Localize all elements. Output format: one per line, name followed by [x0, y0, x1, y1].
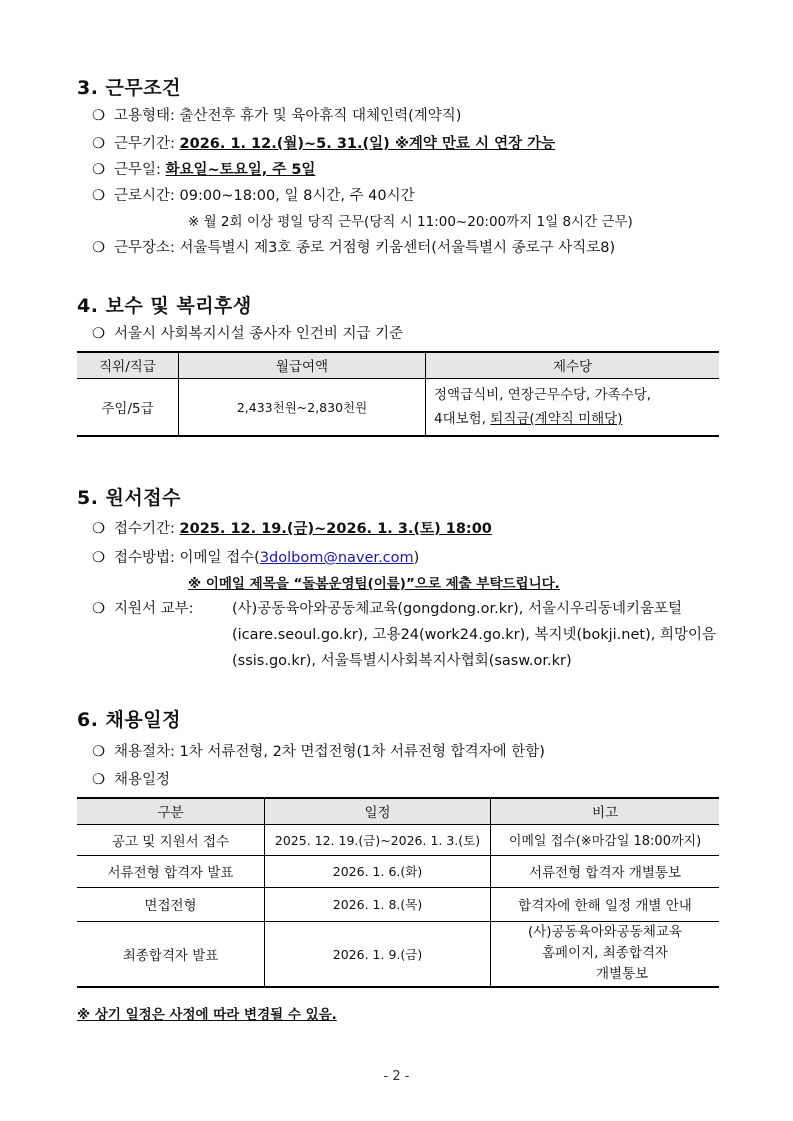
salary-table-header	[77, 352, 719, 378]
forms-line-1: (사)공동육아와공동체교육(gongdong.or.kr), 서울시우리동네키움포털	[232, 601, 683, 617]
procedure-text: 채용절차: 1차 서류전형, 2차 면접전형(1차 서류전형 합격자에 한함)	[114, 744, 545, 760]
email-subject-note: ※ 이메일 제목을 “돌봄운영팀(이름)”으로 제출 부탁드립니다.	[188, 576, 560, 592]
application-method-line	[92, 546, 419, 567]
period-value: 2026. 1. 12.(월)~5. 31.(일) ※계약 만료 시 연장 가능	[179, 136, 556, 152]
cell-date: 2026. 1. 8.(목)	[265, 887, 491, 921]
section-3-title: 3. 근무조건	[77, 77, 181, 99]
application-period-label: 접수기간:	[114, 521, 175, 537]
cell-date: 2025. 12. 19.(금)~2026. 1. 3.(토)	[265, 824, 491, 855]
cell-date: 2026. 1. 6.(화)	[265, 855, 491, 887]
allowance-line-1: 정액급식비, 연장근무수당, 가족수당,	[434, 386, 652, 403]
allowance-severance: 퇴직금(계약직 미해당)	[490, 410, 623, 427]
salary-basis-line	[92, 322, 403, 343]
schedule-table-header	[77, 798, 719, 824]
table-row	[77, 378, 719, 436]
cell-date: 2026. 1. 9.(금)	[265, 921, 491, 987]
hours-value: 09:00~18:00, 일 8시간, 주 40시간	[179, 188, 415, 204]
forms-line-3: (ssis.go.kr), 서울특별시사회복지사협회(sasw.or.kr)	[232, 653, 572, 669]
cell-category: 서류전형 합격자 발표	[77, 855, 265, 887]
header-note: 비고	[491, 798, 720, 824]
section-4-title: 4. 보수 및 복리후생	[77, 295, 252, 317]
period-label: 근무기간:	[114, 136, 175, 152]
bullet-icon: ❍	[92, 550, 105, 566]
bullet-icon: ❍	[92, 601, 105, 617]
header-position: 직위/직급	[77, 352, 179, 378]
section-6-title: 6. 채용일정	[77, 709, 181, 731]
application-method-label: 접수방법: 이메일 접수(	[114, 550, 260, 566]
final-note-line-3: 개별통보	[596, 966, 649, 983]
header-allowance: 제수당	[426, 352, 720, 378]
salary-table	[77, 351, 719, 437]
forms-label: 지원서 교부:	[114, 601, 194, 617]
bullet-icon: ❍	[92, 162, 105, 178]
cell-note	[491, 921, 720, 987]
salary-basis: 서울시 사회복지시설 종사자 인건비 지급 기준	[114, 326, 404, 342]
cell-allowance	[426, 378, 720, 436]
bullet-icon: ❍	[92, 108, 105, 124]
hours-note: ※ 월 2회 이상 평일 당직 근무(당직 시 11:00~20:00까지 1일 8시간 근무)	[188, 214, 633, 230]
header-salary: 월급여액	[179, 352, 426, 378]
cell-category: 면접전형	[77, 887, 265, 921]
email-link[interactable]: 3dolbom@naver.com	[259, 550, 414, 566]
work-place-line	[92, 236, 615, 257]
header-category: 구분	[77, 798, 265, 824]
application-period-value: 2025. 12. 19.(금)~2026. 1. 3.(토) 18:00	[179, 521, 492, 537]
employment-label: 고용형태:	[114, 108, 175, 124]
section-5-title: 5. 원서접수	[77, 487, 181, 509]
table-row	[77, 855, 719, 887]
bullet-icon: ❍	[92, 136, 105, 152]
employment-type-line	[92, 104, 461, 125]
employment-value: 출산전후 휴가 및 육아휴직 대체인력(계약직)	[179, 108, 462, 124]
page-number: - 2 -	[383, 1069, 410, 1084]
final-note-line-2: 홈페이지, 최종합격자	[542, 945, 668, 962]
bullet-icon: ❍	[92, 188, 105, 204]
place-value: 서울특별시 제3호 종로 거점형 키움센터(서울특별시 종로구 사직로8)	[179, 240, 616, 256]
table-row	[77, 887, 719, 921]
final-note-line-1: (사)공동육아와공동체교육	[528, 924, 682, 941]
work-period-line	[92, 132, 555, 153]
bullet-icon: ❍	[92, 326, 105, 342]
cell-note: 이메일 접수(※마감일 18:00까지)	[491, 824, 720, 855]
allowance-insurance: 4대보험,	[434, 410, 491, 427]
schedule-label-line	[92, 768, 170, 789]
place-label: 근무장소:	[114, 240, 175, 256]
cell-salary: 2,433천원~2,830천원	[179, 378, 426, 436]
schedule-table	[77, 797, 719, 988]
bullet-icon: ❍	[92, 772, 105, 788]
table-row	[77, 921, 719, 987]
work-hours-line	[92, 184, 415, 205]
application-method-close: )	[413, 550, 420, 566]
application-forms-label-line	[92, 597, 194, 618]
forms-line-2: (icare.seoul.go.kr), 고용24(work24.go.kr), 복지넷(bokji.net), 희망이음	[232, 627, 717, 643]
schedule-label: 채용일정	[114, 772, 171, 788]
bullet-icon: ❍	[92, 744, 105, 760]
application-period-line	[92, 517, 492, 538]
days-label: 근무일:	[114, 162, 161, 178]
work-days-line	[92, 158, 315, 179]
cell-category: 최종합격자 발표	[77, 921, 265, 987]
bullet-icon: ❍	[92, 521, 105, 537]
cell-note: 서류전형 합격자 개별통보	[491, 855, 720, 887]
cell-position: 주임/5급	[77, 378, 179, 436]
hours-label: 근로시간:	[114, 188, 175, 204]
days-value: 화요일~토요일, 주 5일	[165, 162, 316, 178]
procedure-line	[92, 740, 545, 761]
header-date: 일정	[265, 798, 491, 824]
allowance-line-2	[434, 407, 719, 431]
bullet-icon: ❍	[92, 240, 105, 256]
schedule-footnote: ※ 상기 일정은 사정에 따라 변경될 수 있음.	[77, 1007, 337, 1023]
cell-note: 합격자에 한해 일정 개별 안내	[491, 887, 720, 921]
cell-category: 공고 및 지원서 접수	[77, 824, 265, 855]
table-row	[77, 824, 719, 855]
